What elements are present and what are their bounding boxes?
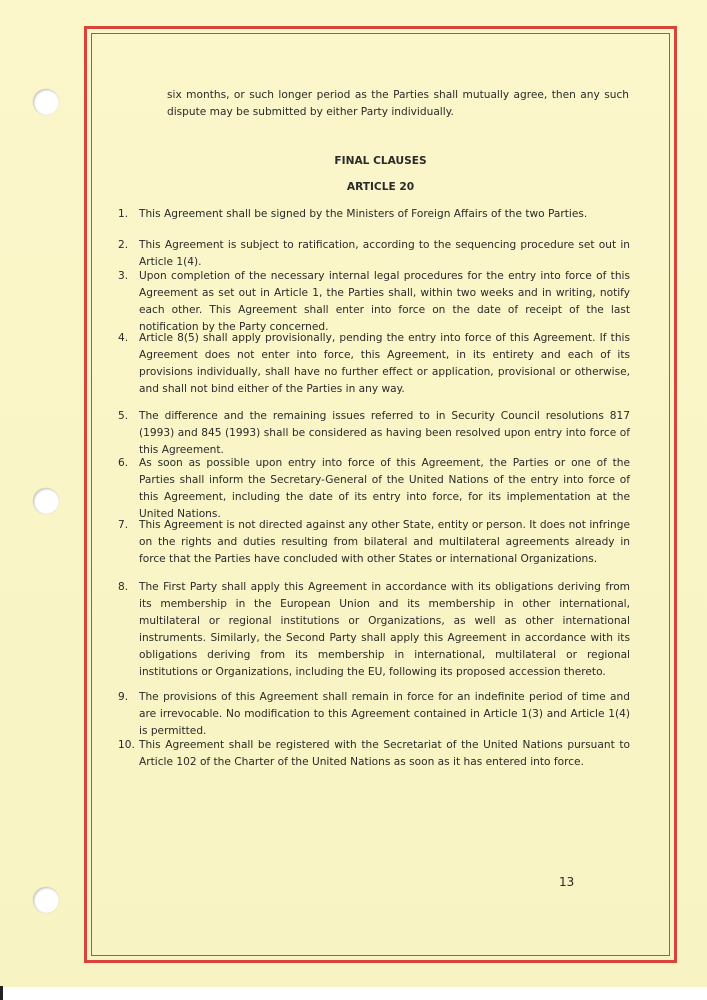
clause-item [118,330,630,398]
clause-number: 2. [118,239,129,251]
section-heading: FINAL CLAUSES [334,155,427,167]
clause-text: Upon completion of the necessary internal legal procedures for the entry into force of this Agreement as set out in Article 1, the Parties shall, within two weeks and in writing, notify each other. This Agreement shall enter into force on the date of receipt of the last notification by the Party concerned. [139,270,630,333]
punch-hole-top [33,89,59,115]
page-number: 13 [559,875,575,889]
clause-item [118,689,630,740]
punch-hole-middle [33,488,59,514]
clause-number: 1. [118,208,129,220]
intro-paragraph: six months, or such longer period as the Parties shall mutually agree, then any such dispute may be submitted by either Party individually. [167,89,629,118]
clause-item [118,517,630,568]
clause-text: This Agreement is not directed against any other State, entity or person. It does not infringe on the rights and duties resulting from bilateral and multilateral agreements already in force that the Parties have concluded with other States or international Organizations. [139,519,630,565]
clause-text: This Agreement shall be signed by the Ministers of Foreign Affairs of the two Parties. [139,208,588,220]
article-heading: ARTICLE 20 [346,181,415,193]
clause-text: The First Party shall apply this Agreement in accordance with its obligations deriving from its membership in the European Union and its membership in other international, multilateral or regional institutions or Organizations, as well as other international instruments. Similarly, the Second Party shall apply this Agreement in accordance with its obligations deriving from its membership in international, multilateral or regional institutions or Organizations, including the EU, following its proposed accession thereto. [139,581,630,678]
clause-item [118,206,630,223]
clause-number: 3. [118,270,129,282]
clause-item [118,579,630,681]
clause-item [118,408,630,459]
clause-number: 4. [118,332,129,344]
scan-edge-mark [0,986,3,1000]
clause-number: 7. [118,519,129,531]
scan-bottom-edge [0,987,707,1000]
clause-text: This Agreement shall be registered with the Secretariat of the United Nations pursuant to Article 102 of the Charter of the United Nations as soon as it has entered into force. [139,739,630,768]
clause-text: The provisions of this Agreement shall remain in force for an indefinite period of time and are irrevocable. No modification to this Agreement contained in Article 1(3) and Article 1(4) is permitted. [139,691,630,737]
clause-text: The difference and the remaining issues referred to in Security Council resolutions 817 (1993) and 845 (1993) shall be considered as having been resolved upon entry into force of this Agreement. [139,410,630,456]
clause-number: 6. [118,457,129,469]
clause-text: Article 8(5) shall apply provisionally, pending the entry into force of this Agreement. If this Agreement does not enter into force, this Agreement, in its entirety and each of its provisions individually, shall have no further effect or application, provisional or otherwise, and shall not bind either of the Parties in any way. [139,332,630,395]
clause-text: As soon as possible upon entry into force of this Agreement, the Parties or one of the Parties shall inform the Secretary-General of the United Nations of the entry into force of this Agreement, including the date of its entry into force, for its implementation at the United Nations. [139,457,630,520]
clause-text: This Agreement is subject to ratification, according to the sequencing procedure set out in Article 1(4). [139,239,630,268]
clause-number: 9. [118,691,129,703]
clause-item [118,737,630,771]
clause-item [118,268,630,336]
clause-item [118,455,630,523]
clause-number: 8. [118,581,129,593]
clause-item [118,237,630,271]
clause-number: 5. [118,410,129,422]
clause-number: 10. [118,739,135,751]
punch-hole-bottom [33,887,59,913]
